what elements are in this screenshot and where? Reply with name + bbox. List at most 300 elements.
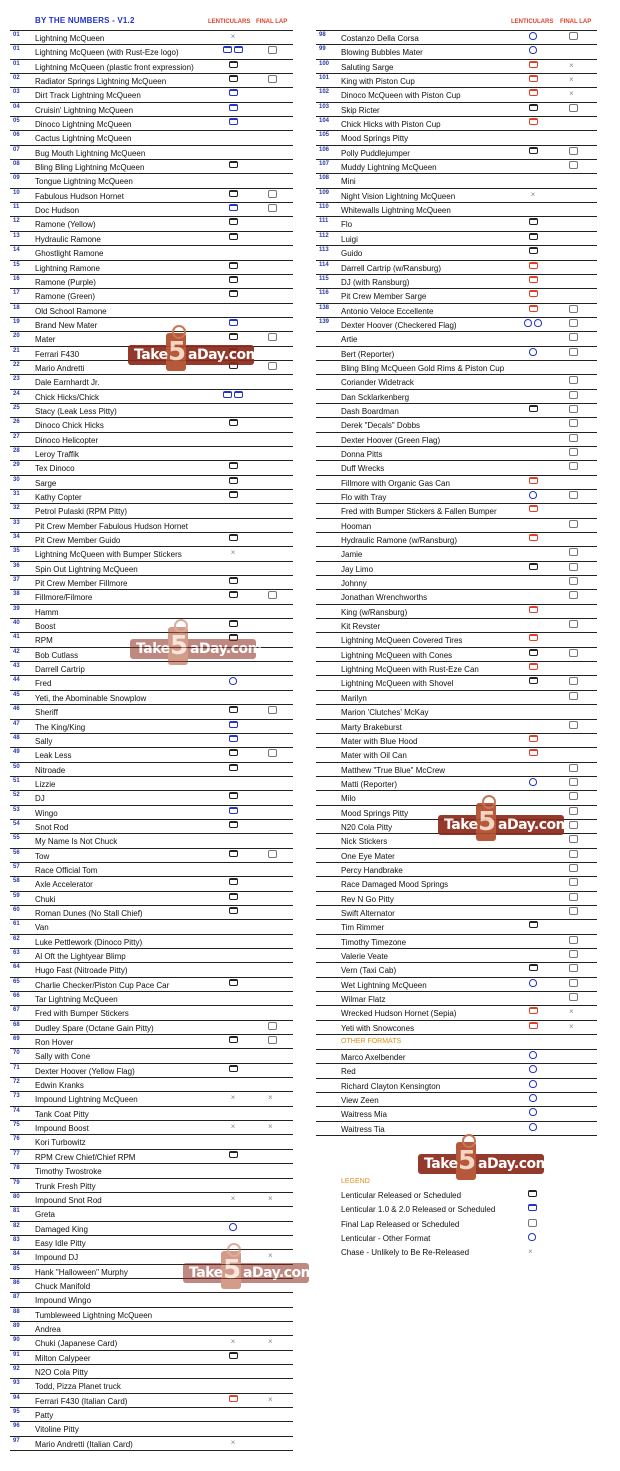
lenticular-status: [222, 877, 246, 889]
list-item: [316, 576, 597, 590]
item-number: 17: [13, 290, 20, 297]
list-item: [10, 963, 293, 977]
final-lap-status: [268, 576, 280, 588]
lenticular-status: [222, 1049, 246, 1061]
lenticular-status: [222, 863, 246, 875]
final-lap-status: [569, 834, 581, 846]
list-item: [10, 1379, 293, 1393]
lenticular-status: [222, 490, 246, 502]
list-item: [10, 103, 293, 117]
item-name: Jamie: [341, 550, 363, 560]
item-name: DJ (with Ransburg): [341, 277, 410, 287]
list-item: [316, 60, 597, 74]
list-item: [10, 433, 293, 447]
item-number: 47: [13, 720, 20, 727]
list-item: [10, 820, 293, 834]
item-name: Blowing Bubbles Mater: [341, 48, 423, 58]
list-item: [316, 45, 597, 59]
item-name: Petrol Pulaski (RPM Pitty): [35, 507, 128, 517]
item-name: Sally with Cone: [35, 1052, 91, 1062]
item-name: View Zeen: [341, 1096, 379, 1106]
lenticular-icon: [529, 677, 538, 684]
final-lap-icon: [569, 979, 578, 987]
item-name: Vitoline Pitty: [35, 1425, 79, 1435]
item-name: Ramone (Purple): [35, 277, 96, 287]
watermark-logo: Take 5 aDay.com: [128, 333, 258, 373]
item-number: 34: [13, 534, 20, 541]
list-item: [10, 1107, 293, 1121]
lenticular-other-icon: [529, 32, 537, 40]
final-lap-status: [569, 763, 581, 775]
lenticular-status: [222, 160, 246, 172]
final-lap-status: [268, 935, 280, 947]
final-lap-status: [569, 877, 581, 889]
chase-x-icon: ×: [530, 189, 536, 199]
item-name: Tar Lightning McQueen: [35, 995, 118, 1005]
lenticular-status: [222, 562, 246, 574]
item-name: Dan Scklarkenberg: [341, 392, 410, 402]
final-lap-status: [569, 174, 581, 186]
final-lap-icon: [569, 319, 578, 327]
final-lap-status: [268, 1121, 280, 1133]
final-lap-status: [569, 533, 581, 545]
lenticular-other-icon: [529, 46, 537, 54]
item-name: Radiator Springs Lightning McQueen: [35, 77, 167, 87]
item-number: 18: [13, 304, 20, 311]
lenticular-icon: [529, 649, 538, 656]
final-lap-status: [569, 791, 581, 803]
lenticular-status: [222, 820, 246, 832]
item-name: Swift Alternator: [341, 908, 395, 918]
final-lap-status: [569, 117, 581, 129]
lenticular-icon: [229, 591, 238, 598]
item-name: Fred with Bumper Stickers: [35, 1009, 129, 1019]
item-name: Chick Hicks with Piston Cup: [341, 120, 441, 130]
final-lap-status: [268, 1193, 280, 1205]
lenticular-status: [522, 1021, 546, 1033]
item-name: Axle Accelerator: [35, 880, 93, 890]
col-header-lenticulars: LENTICULARS: [208, 19, 251, 25]
lenticular-status: [222, 1351, 246, 1363]
lenticular-status: [522, 720, 546, 732]
list-item: [316, 1006, 597, 1020]
item-name: RPM Crew Chief/Chief RPM: [35, 1152, 136, 1162]
final-lap-icon: [569, 907, 578, 915]
final-lap-status: [569, 978, 581, 990]
lenticular-scheduled-icon: [529, 534, 538, 541]
item-name: Pit Crew Member Sarge: [341, 292, 427, 302]
list-item: [10, 949, 293, 963]
watermark-logo-5: Take 5 aDay.com: [183, 1251, 313, 1291]
lenticular-status: [222, 189, 246, 201]
lenticular-status: [522, 648, 546, 660]
final-lap-status: [569, 777, 581, 789]
list-item: [10, 849, 293, 863]
lenticular-icon: [229, 462, 238, 469]
lenticular-status: [522, 203, 546, 215]
final-lap-status: [569, 576, 581, 588]
lenticular-icon: [229, 1065, 238, 1072]
item-name: Tow: [35, 851, 50, 861]
final-lap-status: [268, 806, 280, 818]
final-lap-icon: [569, 161, 578, 169]
list-item: [10, 189, 293, 203]
item-name: Bling Bling Lightning McQueen: [35, 163, 145, 173]
lenticular-status: [222, 289, 246, 301]
item-name: Cruisin' Lightning McQueen: [35, 105, 134, 115]
item-number: 110: [319, 204, 329, 211]
final-lap-status: [268, 1293, 280, 1305]
list-item: [316, 160, 597, 174]
lenticular-status: [222, 232, 246, 244]
list-item: [316, 174, 597, 188]
item-name: Jonathan Wrenchworths: [341, 593, 428, 603]
item-name: Dinoco Chick Hicks: [35, 421, 104, 431]
lenticular-v2-icon: [223, 46, 232, 53]
lenticular-status: [522, 447, 546, 459]
final-lap-icon: [569, 434, 578, 442]
item-name: Patty: [35, 1411, 54, 1420]
item-name: Whitewalls Lightning McQueen: [341, 206, 451, 216]
lenticular-v2-icon: [229, 89, 238, 96]
item-number: 84: [13, 1251, 20, 1258]
item-name: Trunk Fresh Pitty: [35, 1181, 96, 1191]
list-item: [10, 375, 293, 389]
lenticular-status: [522, 275, 546, 287]
final-lap-status: [268, 1150, 280, 1162]
item-number: 48: [13, 734, 20, 741]
lenticular-icon: [229, 706, 238, 713]
final-lap-icon: [569, 878, 578, 886]
item-number: 25: [13, 404, 20, 411]
lenticular-status: [522, 877, 546, 889]
final-lap-icon: [268, 591, 277, 599]
lenticular-status: [222, 1021, 246, 1033]
lenticular-status: [522, 261, 546, 273]
item-name: Hamm: [35, 607, 59, 617]
lenticular-v2-icon: [234, 46, 243, 53]
item-name: Percy Handbrake: [341, 865, 403, 875]
final-lap-status: [569, 863, 581, 875]
list-item: [10, 734, 293, 748]
item-name: Skip Ricter: [341, 105, 380, 115]
lenticular-status: [222, 806, 246, 818]
lenticular-icon: [229, 850, 238, 857]
list-item: [10, 490, 293, 504]
list-item: [316, 347, 597, 361]
final-lap-status: [569, 45, 581, 57]
lenticular-v2-icon: [229, 721, 238, 728]
item-name: One Eye Mater: [341, 851, 395, 861]
lenticular-icon: [529, 218, 538, 225]
item-name: Dale Earnhardt Jr.: [35, 378, 100, 388]
final-lap-status: [268, 461, 280, 473]
final-lap-status: [569, 361, 581, 373]
final-lap-status: [569, 461, 581, 473]
item-name: Sheriff: [35, 708, 58, 718]
lenticular-status: [222, 1179, 246, 1191]
list-item: [10, 461, 293, 475]
legend-label: Final Lap Released or Scheduled: [341, 1219, 460, 1229]
list-item: [316, 705, 597, 719]
list-item: [10, 920, 293, 934]
item-number: 58: [13, 878, 20, 885]
item-number: 100: [319, 60, 330, 67]
item-name: Marilyn: [341, 693, 367, 703]
chase-x-icon: ×: [230, 1337, 236, 1347]
lenticular-icon: [229, 218, 238, 225]
item-number: 96: [13, 1423, 20, 1430]
list-item: [316, 892, 597, 906]
lenticular-status: [522, 217, 546, 229]
lenticular-status: [522, 676, 546, 688]
list-item: [10, 590, 293, 604]
lenticular-status: [522, 289, 546, 301]
final-lap-status: [268, 734, 280, 746]
final-lap-status: [268, 547, 280, 559]
final-lap-status: [268, 146, 280, 158]
final-lap-status: [268, 1064, 280, 1076]
final-lap-status: [569, 676, 581, 688]
list-item: [10, 892, 293, 906]
list-item: [10, 1207, 293, 1221]
list-item: [316, 88, 597, 102]
list-item: [10, 1193, 293, 1207]
item-name: Darrell Cartrip (w/Ransburg): [341, 263, 442, 273]
final-lap-status: [268, 289, 280, 301]
list-item: [316, 375, 597, 389]
list-item: [10, 117, 293, 131]
item-name: Cactus Lightning McQueen: [35, 134, 132, 144]
item-number: 01: [13, 32, 20, 38]
item-number: 20: [13, 333, 20, 340]
item-name: Dirt Track Lightning McQueen: [35, 91, 141, 101]
item-number: 74: [13, 1107, 20, 1114]
list-item: [316, 476, 597, 490]
item-name: Flo with Tray: [341, 493, 387, 502]
lenticular-status: [522, 691, 546, 703]
item-number: 49: [13, 749, 20, 756]
legend-label: Lenticular Released or Scheduled: [341, 1191, 462, 1200]
lenticular-other-icon: [529, 1108, 537, 1116]
final-lap-status: [268, 1351, 280, 1363]
item-name: Timothy Timezone: [341, 937, 407, 947]
item-name: Snot Rod: [35, 822, 69, 832]
lenticular-status: [222, 1308, 246, 1320]
final-lap-icon: [569, 104, 578, 112]
item-name: Lightning McQueen (plastic front expression): [35, 62, 194, 72]
final-lap-status: [268, 103, 280, 115]
item-number: 02: [13, 75, 20, 82]
final-lap-status: [268, 1365, 280, 1377]
lenticular-icon: [529, 405, 538, 412]
lenticular-status: [522, 734, 546, 746]
item-name: Dinoco Lightning McQueen: [35, 120, 132, 130]
item-number: 69: [13, 1036, 20, 1043]
list-item: [10, 906, 293, 920]
item-number: 102: [319, 89, 330, 96]
lenticular-status: [522, 304, 546, 316]
lenticular-status: [522, 906, 546, 918]
list-item: [10, 1422, 293, 1436]
list-item: [316, 720, 597, 734]
item-number: 54: [13, 820, 20, 827]
item-name: Tex Dinoco: [35, 464, 75, 474]
lenticular-scheduled-icon: [529, 262, 538, 269]
final-lap-icon: [268, 1036, 277, 1044]
item-number: 77: [13, 1150, 20, 1157]
list-item: [10, 131, 293, 145]
lenticular-status: [222, 1379, 246, 1391]
item-number: 15: [13, 261, 20, 268]
lenticular-other-icon: [529, 1080, 537, 1088]
list-item: [10, 562, 293, 576]
list-item: [10, 1035, 293, 1049]
item-name: Leak Less: [35, 751, 72, 761]
lenticular-status: [522, 347, 546, 359]
list-item: [10, 1164, 293, 1178]
item-number: 16: [13, 275, 20, 282]
final-lap-icon: [268, 749, 277, 757]
list-item: [10, 1150, 293, 1164]
list-item: [316, 676, 597, 690]
list-item: [10, 1078, 293, 1092]
lenticular-status: [222, 375, 246, 387]
item-name: Ramone (Yellow): [35, 220, 96, 230]
list-item: [10, 1408, 293, 1422]
item-name: Impound DJ: [35, 1253, 79, 1263]
item-number: 42: [13, 648, 20, 655]
item-name: Hydraulic Ramone (w/Ransburg): [341, 536, 458, 546]
lenticular-status: [522, 533, 546, 545]
item-number: 103: [319, 103, 330, 110]
chase-x-icon: ×: [268, 1122, 273, 1132]
lenticular-status: [222, 1121, 246, 1133]
item-number: 36: [13, 562, 20, 569]
list-item: [316, 849, 597, 863]
item-number: 11: [13, 204, 20, 211]
final-lap-status: [569, 476, 581, 488]
lenticular-status: [222, 504, 246, 516]
item-number: 83: [13, 1236, 20, 1243]
item-name: King with Piston Cup: [341, 77, 415, 87]
item-number: 46: [13, 706, 20, 713]
final-lap-status: [569, 390, 581, 402]
final-lap-status: [268, 791, 280, 803]
item-number: 111: [319, 218, 329, 225]
lenticular-status: [222, 217, 246, 229]
lenticular-other-icon: [529, 979, 537, 987]
item-name: Ron Hover: [35, 1038, 74, 1048]
lenticular-status: [522, 131, 546, 143]
final-lap-status: [569, 562, 581, 574]
final-lap-icon: [569, 864, 578, 872]
item-name: Greta: [35, 1210, 56, 1220]
lenticular-icon: [529, 147, 538, 154]
final-lap-status: [268, 390, 280, 402]
item-number: 53: [13, 806, 20, 813]
final-lap-status: [268, 1092, 280, 1104]
final-lap-status: [268, 504, 280, 516]
legend-item: [316, 1246, 597, 1260]
lenticular-icon: [229, 878, 238, 885]
item-number: 87: [13, 1294, 20, 1301]
item-name: Vern (Taxi Cab): [341, 966, 397, 976]
lenticular-status: [222, 476, 246, 488]
list-item: [316, 949, 597, 963]
item-name: Darrell Cartrip: [35, 665, 85, 675]
list-item: [316, 533, 597, 547]
item-name: Lightning McQueen with Shovel: [341, 679, 454, 689]
item-number: 14: [13, 247, 20, 254]
chase-x-icon: ×: [268, 1394, 273, 1404]
item-number: 76: [13, 1136, 20, 1143]
item-number: 104: [319, 118, 330, 125]
lenticular-status: [222, 304, 246, 316]
item-name: Kit Revster: [341, 622, 381, 632]
lenticular-status: [222, 60, 246, 72]
list-title: BY THE NUMBERS - V1.2: [35, 16, 135, 25]
lenticular-status: [522, 791, 546, 803]
other-formats-section: [316, 1035, 597, 1050]
item-name: Ramone (Green): [35, 292, 96, 302]
lenticular-scheduled-icon: [229, 1395, 238, 1402]
final-lap-icon: [268, 46, 277, 54]
lenticular-status: [222, 447, 246, 459]
final-lap-status: [268, 1006, 280, 1018]
final-lap-status: [569, 806, 581, 818]
lenticular-icon: [229, 764, 238, 771]
lenticular-icon: [229, 477, 238, 484]
final-lap-status: [268, 662, 280, 674]
item-name: Van: [35, 923, 49, 933]
final-lap-status: [268, 1437, 280, 1449]
lenticular-status: [222, 261, 246, 273]
final-lap-icon: [569, 649, 578, 657]
final-lap-icon: [569, 348, 578, 356]
list-item: [316, 404, 597, 418]
item-number: 97: [13, 1437, 20, 1444]
lenticular-status: [222, 1207, 246, 1219]
col-header-lenticulars-right: LENTICULARS: [511, 19, 554, 25]
lenticular-status: [522, 88, 546, 100]
lenticular-status: [522, 461, 546, 473]
lenticular-icon: [229, 61, 238, 68]
final-lap-icon: [569, 376, 578, 384]
list-item: [316, 461, 597, 475]
final-lap-status: [569, 1093, 581, 1105]
final-lap-status: [268, 318, 280, 330]
final-lap-status: [268, 1236, 280, 1248]
item-name: Valerie Veate: [341, 952, 388, 961]
item-name: Pit Crew Member Fabulous Hudson Hornet: [35, 521, 188, 531]
final-lap-status: [268, 1408, 280, 1420]
list-item: [316, 519, 597, 533]
lenticular-status: [522, 590, 546, 602]
lenticular-status: [222, 1107, 246, 1119]
list-item: [316, 619, 597, 633]
chase-x-icon: ×: [268, 1337, 273, 1347]
item-name: Dinoco Helicopter: [35, 435, 99, 445]
item-name: Al Oft the Lightyear Blimp: [35, 952, 126, 961]
lenticular-status: [222, 720, 246, 732]
final-lap-status: [268, 906, 280, 918]
final-lap-status: [268, 361, 280, 373]
list-item: [316, 74, 597, 88]
item-number: 63: [13, 950, 20, 956]
final-lap-icon: [569, 548, 578, 556]
list-item: [10, 160, 293, 174]
